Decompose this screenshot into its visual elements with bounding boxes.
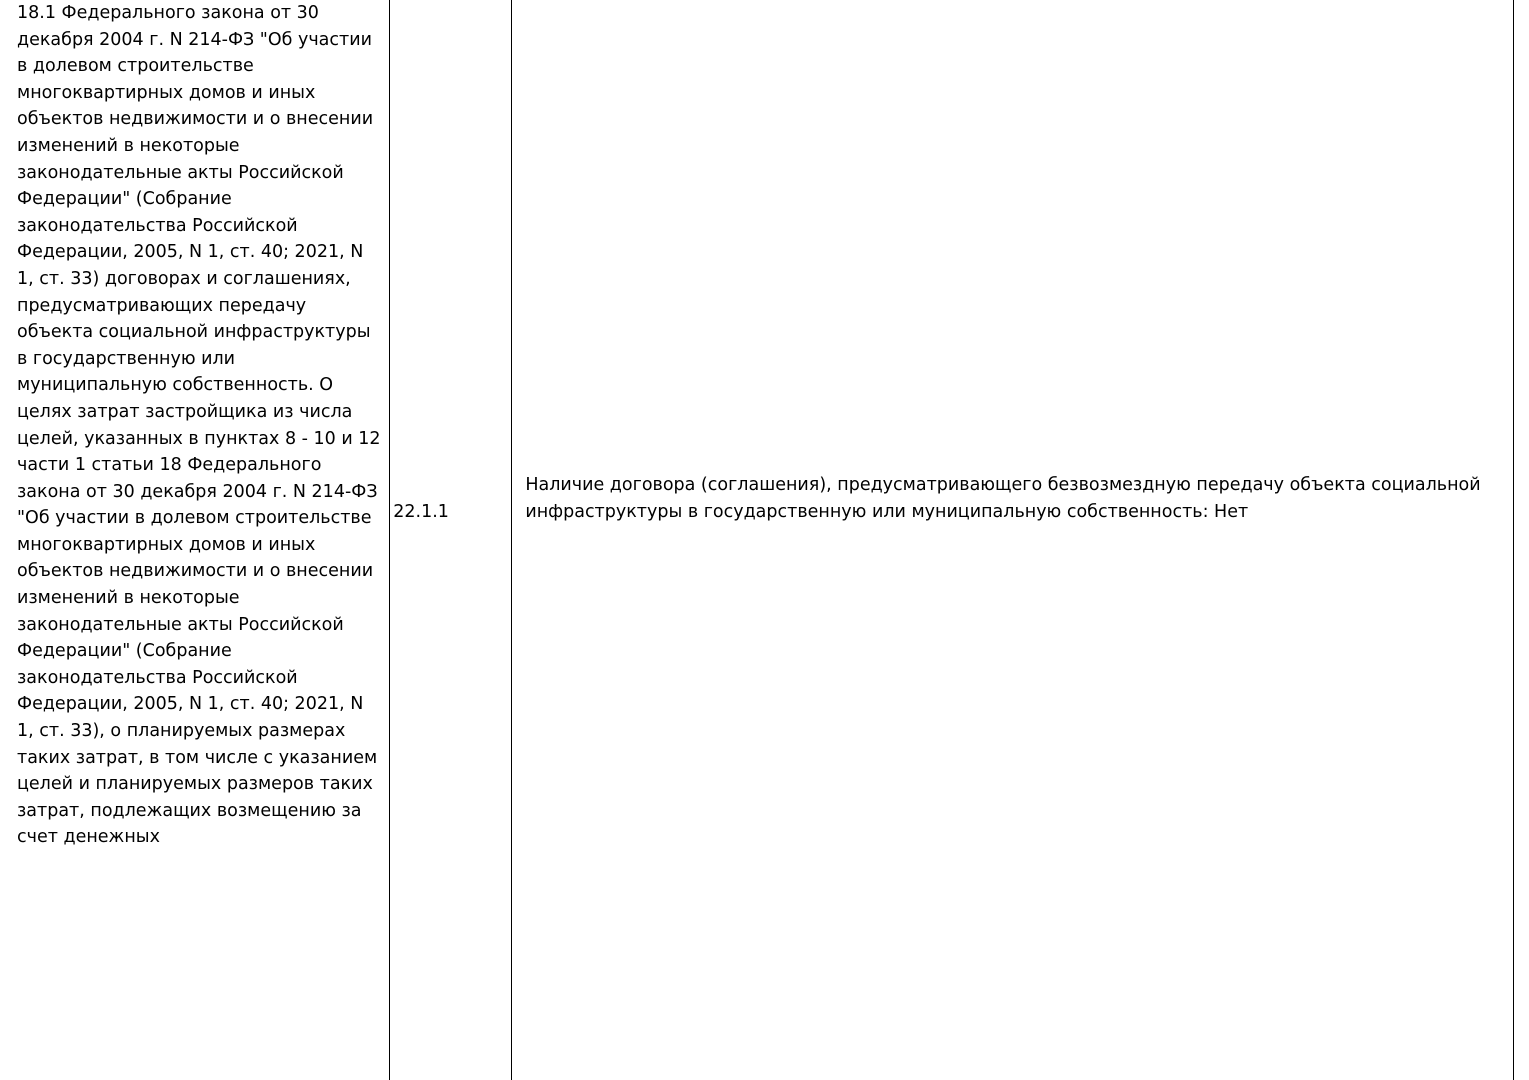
value-text: Наличие договора (соглашения), предусматривающего безвозмездную передачу объекта социальной инфраструктуры в государственную или муниципальную собственность: Нет [525,475,1481,522]
description-text: 18.1 Федерального закона от 30 декабря 2004 г. N 214-ФЗ "Об участии в долевом строительстве многоквартирных домов и иных объектов недвижимости и о внесении изменений в некоторые законодательные акты Российской Федерации" (Собрание законодательства Российской Федерации, 2005, N 1, ст. 40; 2021, N 1, ст. 33) договорах и соглашениях, предусматривающих передачу объекта социальной инфраструктуры в государственную или муниципальную собственность. О целях затрат застройщика из числа целей, указанных в пунктах 8 - 10 и 12 части 1 статьи 18 Федерального закона от 30 декабря 2004 г. N 214-ФЗ "Об участии в долевом строительстве многоквартирных домов и иных объектов недвижимости и о внесении изменений в некоторые законодательные акты Российской Федерации" (Собрание законодательства Российской Федерации, 2005, N 1, ст. 40; 2021, N 1, ст. 33), о планируемых размерах таких затрат, в том числе с указанием целей и планируемых размеров таких затрат, подлежащих возмещению за счет денежных [17,3,381,848]
document-table [14,0,1514,851]
table-cell-value [511,0,1514,851]
item-number-text: 22.1.1 [393,502,449,522]
table-cell-item-number [389,0,511,851]
table-row [14,0,1514,851]
table-cell-description [14,0,389,851]
